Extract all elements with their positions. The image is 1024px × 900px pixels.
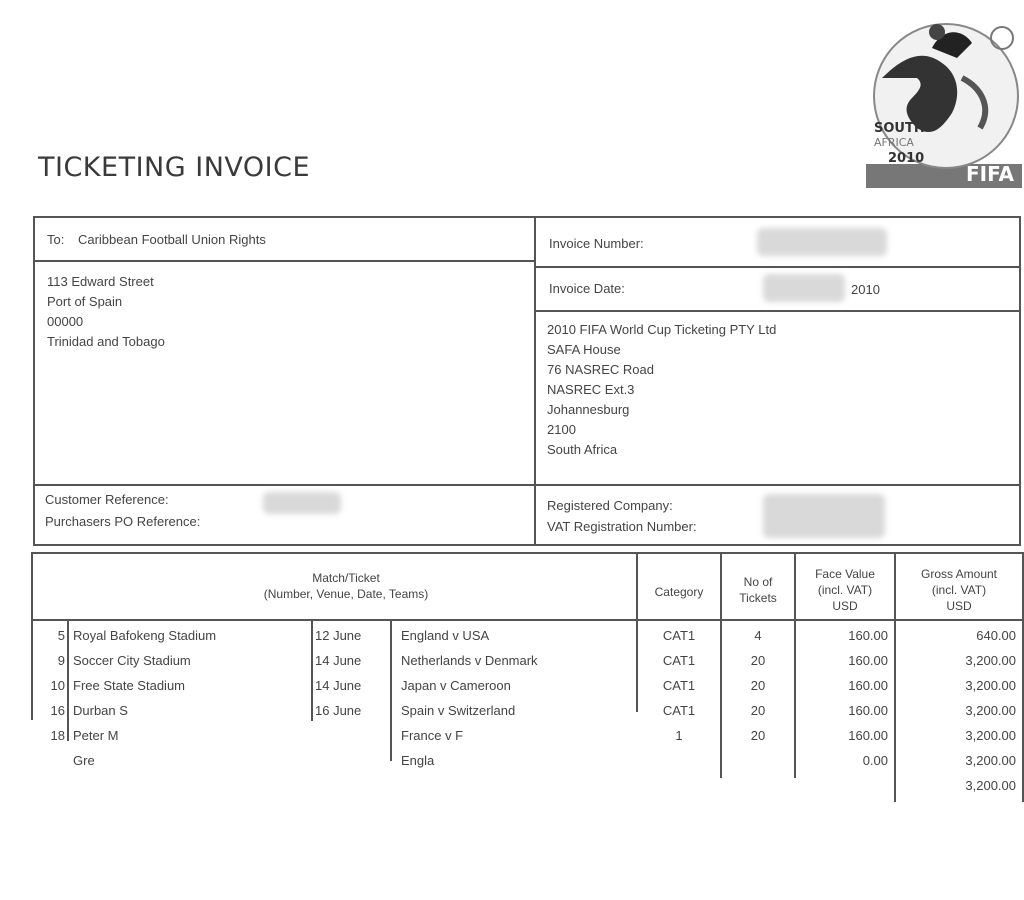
tickets-header: No of Tickets [739,575,777,605]
to-label: To: [47,232,65,247]
category: CAT1 [662,653,696,668]
match-date: 12 June [315,628,362,643]
ticket-table [31,552,1024,802]
face-value: 160.00 [848,728,888,743]
venue: Free State Stadium [73,678,185,693]
ticket-count: 20 [750,678,766,693]
venue: Peter M [73,728,119,743]
category: CAT1 [662,678,696,693]
table-row [31,749,1024,774]
seller-address-line: Johannesburg [547,402,630,417]
category: CAT1 [662,703,696,718]
redacted-invoice-number [757,228,887,256]
teams: Japan v Cameroon [401,678,511,693]
ticket-count: 4 [754,628,762,643]
category: CAT1 [662,628,696,643]
logo-text-year: 2010 [888,151,925,166]
invoice-number-label: Invoice Number: [549,236,644,251]
match-date: 14 June [315,653,362,668]
ticket-count: 20 [750,653,766,668]
customer-address [47,272,165,352]
table-row [31,699,1024,724]
gross-amount: 3,200.00 [965,778,1016,793]
teams: Spain v Switzerland [401,703,516,718]
purchasers-po-label: Purchasers PO Reference: [45,514,201,529]
teams: England v USA [401,628,490,643]
teams: France v F [401,728,464,743]
customer-reference-label: Customer Reference: [45,492,169,507]
invoice-header-box [33,216,1021,546]
address-line: 113 Edward Street [47,274,154,289]
redacted-customer-reference [263,492,341,514]
gross-amount: 3,200.00 [965,703,1016,718]
to-value: Caribbean Football Union Rights [77,232,266,247]
teams: Engla [401,753,435,768]
invoice-date-label: Invoice Date: [549,281,625,296]
match-date: 16 June [315,703,362,718]
table-row [31,774,1024,799]
venue: Durban S [73,703,128,718]
table-row [31,624,1024,649]
seller-address-line: 76 NASREC Road [547,362,654,377]
logo-text-africa: AFRICA [874,136,914,149]
address-line: Port of Spain [47,294,123,309]
face-value: 160.00 [848,703,888,718]
seller-address-line: 2100 [547,422,576,437]
match-date: 14 June [315,678,362,693]
redacted-invoice-date [763,274,845,302]
address-line: Trinidad and Tobago [47,334,165,349]
table-row [31,674,1024,699]
venue: Soccer City Stadium [73,653,191,668]
logo-text-south: SOUTH [874,121,925,136]
gross-amount: 3,200.00 [965,653,1016,668]
gross-amount: 3,200.00 [965,753,1016,768]
match-number: 5 [57,628,65,643]
redacted-company-details [763,494,885,538]
teams: Netherlands v Denmark [401,653,538,668]
face-value: 0.00 [862,753,888,768]
fifa-world-cup-logo [862,18,1024,190]
match-number: 16 [50,703,65,718]
face-value-header: Face Value (incl. VAT) USD [815,567,875,613]
match-number: 10 [50,678,65,693]
face-value: 160.00 [848,653,888,668]
match-number: 9 [57,653,65,668]
seller-address-line: NASREC Ext.3 [547,382,635,397]
gross-amount: 640.00 [976,628,1016,643]
table-row [31,724,1024,749]
seller-address-line: 2010 FIFA World Cup Ticketing PTY Ltd [547,322,777,337]
match-header: Match/Ticket (Number, Venue, Date, Teams) [263,571,429,601]
venue: Royal Bafokeng Stadium [73,628,217,643]
category-header: Category [654,585,704,599]
invoice-date-year: 2010 [851,282,880,297]
to-line [47,232,266,247]
gross-amount-header: Gross Amount (incl. VAT) USD [920,567,998,613]
face-value: 160.00 [848,628,888,643]
face-value: 160.00 [848,678,888,693]
ticket-count: 20 [750,728,766,743]
match-number: 18 [50,728,65,743]
table-row [31,649,1024,674]
address-line: 00000 [47,314,84,329]
venue: Gre [73,753,95,768]
seller-address-line: SAFA House [547,342,621,357]
category: 1 [675,728,683,743]
seller-address-line: South Africa [547,442,618,457]
gross-amount: 3,200.00 [965,678,1016,693]
seller-address [547,320,776,460]
vat-registration-label: VAT Registration Number: [547,519,697,534]
logo-text-fifa: FIFA [966,162,1014,186]
page-title: TICKETING INVOICE [38,152,311,183]
ticket-count: 20 [750,703,766,718]
gross-amount: 3,200.00 [965,728,1016,743]
registered-company-label: Registered Company: [547,498,673,513]
